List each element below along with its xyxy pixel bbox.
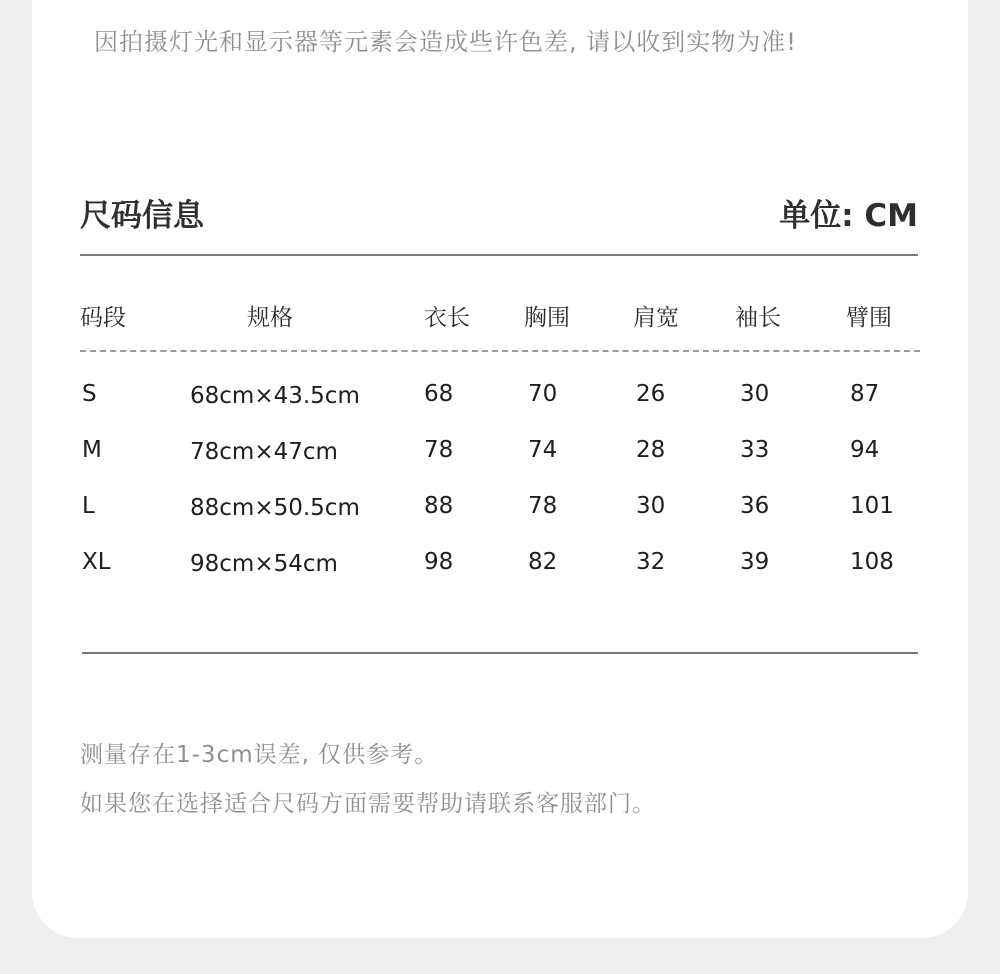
unit-label: 单位: CM bbox=[779, 198, 918, 234]
table-cell-chest: 70 bbox=[528, 381, 558, 407]
table-cell-size: L bbox=[82, 493, 95, 519]
table-cell-spec: 68cm×43.5cm bbox=[190, 383, 360, 409]
header-shoulder: 肩宽 bbox=[633, 305, 679, 331]
table-cell-shoulder: 26 bbox=[636, 381, 666, 407]
table-cell-chest: 74 bbox=[528, 437, 558, 463]
table-cell-sleeve: 30 bbox=[740, 381, 770, 407]
table-cell-length: 98 bbox=[424, 549, 454, 575]
table-cell-sleeve: 33 bbox=[740, 437, 770, 463]
table-cell-spec: 98cm×54cm bbox=[190, 551, 338, 577]
header-chest: 胸围 bbox=[524, 305, 570, 331]
bottom-divider bbox=[82, 652, 918, 654]
table-cell-size: XL bbox=[82, 549, 111, 575]
table-cell-spec: 78cm×47cm bbox=[190, 439, 338, 465]
header-arm: 臂围 bbox=[846, 305, 892, 331]
table-cell-size: M bbox=[82, 437, 102, 463]
color-disclaimer: 因拍摄灯光和显示器等元素会造成些许色差, 请以收到实物为准! bbox=[94, 28, 797, 56]
header-dashed-divider bbox=[80, 350, 920, 352]
measurement-note: 测量存在1-3cm误差, 仅供参考。 bbox=[80, 742, 439, 768]
table-cell-chest: 82 bbox=[528, 549, 558, 575]
table-cell-chest: 78 bbox=[528, 493, 558, 519]
table-cell-arm: 94 bbox=[850, 437, 880, 463]
table-cell-length: 78 bbox=[424, 437, 454, 463]
header-length: 衣长 bbox=[424, 305, 470, 331]
section-title: 尺码信息 bbox=[80, 198, 204, 234]
table-cell-arm: 101 bbox=[850, 493, 894, 519]
table-cell-arm: 108 bbox=[850, 549, 894, 575]
header-size-code: 码段 bbox=[80, 305, 126, 331]
table-cell-shoulder: 28 bbox=[636, 437, 666, 463]
table-cell-shoulder: 30 bbox=[636, 493, 666, 519]
table-cell-sleeve: 39 bbox=[740, 549, 770, 575]
table-cell-length: 68 bbox=[424, 381, 454, 407]
header-spec: 规格 bbox=[247, 305, 293, 331]
top-divider bbox=[80, 254, 918, 256]
table-cell-sleeve: 36 bbox=[740, 493, 770, 519]
table-cell-shoulder: 32 bbox=[636, 549, 666, 575]
table-cell-arm: 87 bbox=[850, 381, 880, 407]
table-cell-size: S bbox=[82, 381, 97, 407]
table-cell-length: 88 bbox=[424, 493, 454, 519]
help-note: 如果您在选择适合尺码方面需要帮助请联系客服部门。 bbox=[80, 791, 656, 817]
header-sleeve: 袖长 bbox=[735, 305, 781, 331]
table-cell-spec: 88cm×50.5cm bbox=[190, 495, 360, 521]
